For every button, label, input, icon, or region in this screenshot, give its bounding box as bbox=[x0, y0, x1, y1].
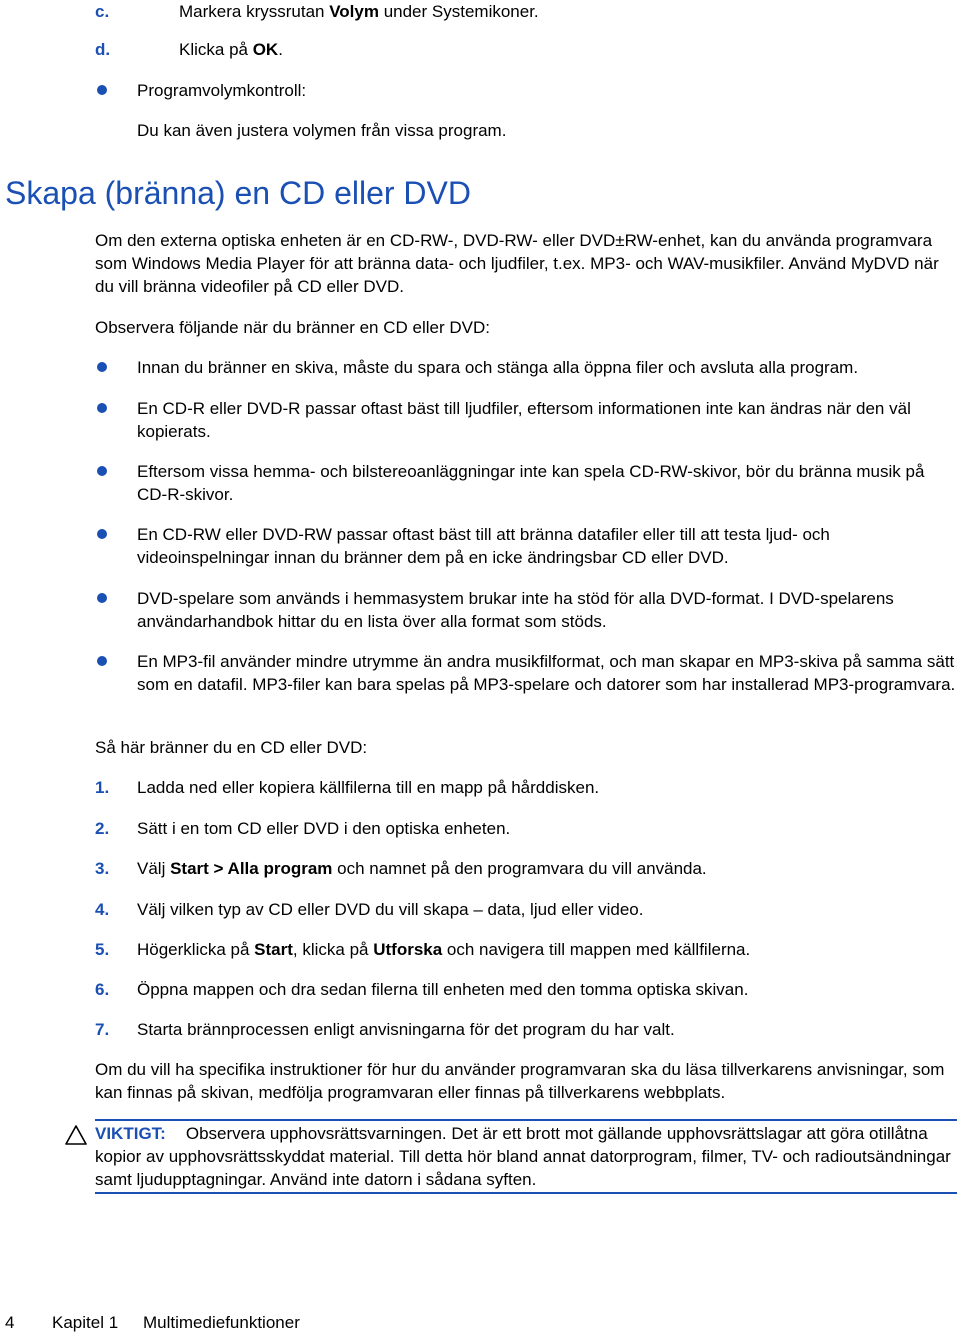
bullet-icon bbox=[97, 466, 107, 476]
bullet-icon bbox=[97, 593, 107, 603]
substep-d-text: Klicka på OK. bbox=[179, 40, 283, 59]
footer-chapter-title: Multimediefunktioner bbox=[143, 1313, 300, 1332]
bullet-icon bbox=[97, 529, 107, 539]
step-number: 5. bbox=[95, 940, 110, 959]
step-text: Öppna mappen och dra sedan filerna till enheten med den tomma optiska skivan. bbox=[137, 980, 749, 999]
step-number: 2. bbox=[95, 819, 110, 838]
substep-letter-c: c. bbox=[95, 2, 110, 21]
notice-label: VIKTIGT: bbox=[95, 1124, 166, 1143]
step-text: Välj Start > Alla program och namnet på den programvara du vill använda. bbox=[137, 859, 707, 878]
bullet-subtext: Du kan även justera volymen från vissa program. bbox=[137, 121, 507, 140]
page-number: 4 bbox=[5, 1313, 15, 1332]
step-number: 7. bbox=[95, 1020, 110, 1039]
step-text: Sätt i en tom CD eller DVD i den optiska enheten. bbox=[137, 819, 511, 838]
step-text: Ladda ned eller kopiera källfilerna till en mapp på hårddisken. bbox=[137, 778, 600, 797]
section-title: Skapa (bränna) en CD eller DVD bbox=[5, 175, 471, 211]
bullet-icon bbox=[97, 656, 107, 666]
bullet-icon bbox=[97, 403, 107, 413]
notice-top-rule bbox=[95, 1119, 957, 1121]
step-number: 1. bbox=[95, 778, 110, 797]
closing-paragraph: Om du vill ha specifika instruktioner för hur du använder programvaran ska du läsa tillverkarens anvisningar, som kan finnas på skivan, medfölja programvaran eller finnas på tillverkarens webbplats. bbox=[95, 1060, 945, 1102]
list-item: Eftersom vissa hemma- och bilstereoanläggningar inte kan spela CD-RW-skivor, bör du bränna musik på CD-R-skivor. bbox=[137, 462, 925, 504]
observe-intro: Observera följande när du bränner en CD eller DVD: bbox=[95, 318, 490, 337]
bullet-icon bbox=[97, 85, 107, 95]
step-number: 6. bbox=[95, 980, 110, 999]
list-item: En CD-RW eller DVD-RW passar oftast bäst till att bränna datafiler eller till att testa ljud- och videoinspelningar innan du bränner dem på en icke ändringsbar CD eller DVD. bbox=[137, 525, 830, 567]
bullet-icon bbox=[97, 362, 107, 372]
list-item: En MP3-fil använder mindre utrymme än andra musikfilformat, och man skapar en MP3-skiva på samma sätt som en datafil. MP3-filer kan bara spelas på MP3-spelare och datorer som har installerad MP3-programvara. bbox=[137, 652, 956, 694]
notice-body bbox=[95, 1122, 957, 1191]
substep-letter-d: d. bbox=[95, 40, 111, 59]
steps-intro: Så här bränner du en CD eller DVD: bbox=[95, 738, 368, 757]
step-text: Högerklicka på Start, klicka på Utforska och navigera till mappen med källfilerna. bbox=[137, 940, 751, 959]
caution-triangle-icon bbox=[65, 1125, 87, 1145]
bullet-label: Programvolymkontroll: bbox=[137, 81, 307, 100]
list-item: DVD-spelare som används i hemmasystem brukar inte ha stöd för alla DVD-format. I DVD-spelarens användarhandbok hittar du en lista över alla format som stöds. bbox=[137, 589, 894, 631]
step-text: Välj vilken typ av CD eller DVD du vill skapa – data, ljud eller video. bbox=[137, 900, 644, 919]
list-item: Innan du bränner en skiva, måste du spara och stänga alla öppna filer och avsluta alla program. bbox=[137, 358, 859, 377]
notice-bottom-rule bbox=[95, 1192, 957, 1194]
step-number: 4. bbox=[95, 900, 110, 919]
list-item: En CD-R eller DVD-R passar oftast bäst till ljudfiler, eftersom informationen inte kan ändras när den väl kopierats. bbox=[137, 399, 911, 441]
step-number: 3. bbox=[95, 859, 110, 878]
substep-c-text: Markera kryssrutan Volym under Systemikoner. bbox=[179, 2, 539, 21]
step-text: Starta brännprocessen enligt anvisningarna för det program du har valt. bbox=[137, 1020, 675, 1039]
notice-text: Observera upphovsrättsvarningen. Det är ett brott mot gällande upphovsrättslagar att göra otillåtna kopior av upphovsrättsskyddat material. Till detta hör bland annat datorprogram, filmer, TV- och radioutsändningar samt ljudupptagningar. Använd inte datorn i sådana syften. bbox=[95, 1124, 951, 1189]
footer-chapter: Kapitel 1 bbox=[52, 1313, 119, 1332]
intro-paragraph: Om den externa optiska enheten är en CD-RW-, DVD-RW- eller DVD±RW-enhet, kan du använda programvara som Windows Media Player för att bränna data- och ljudfiler, t.ex. MP3- och WAV-musikfiler. Använd MyDVD när du vill bränna videofiler på CD eller DVD. bbox=[95, 231, 939, 296]
